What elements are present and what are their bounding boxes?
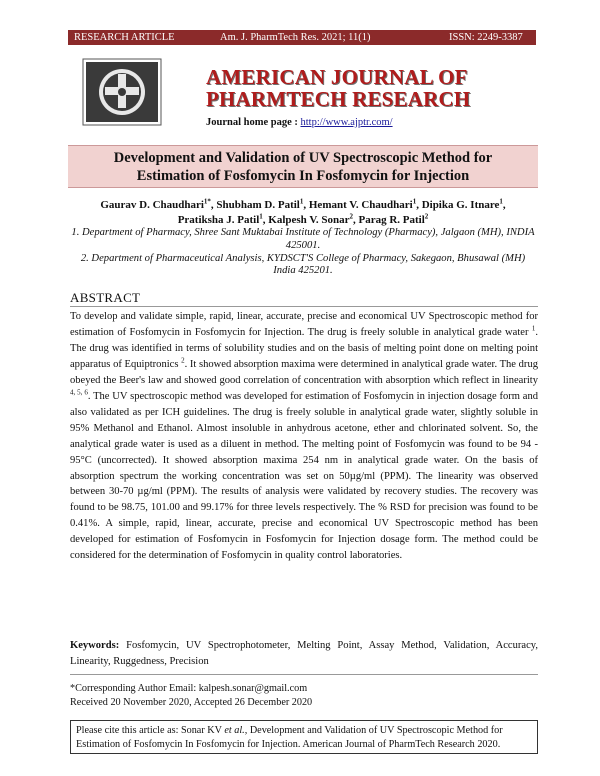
affiliations — [70, 227, 536, 278]
affiliation-2: 2. Department of Pharmaceutical Analysis, KYDSCT'S College of Pharmacy, Sakegaon, Bhusawal (MH) India 425201. — [80, 252, 526, 277]
paper-title — [68, 145, 538, 188]
keywords-list: Fosfomycin, UV Spectrophotometer, Melting Point, Assay Method, Validation, Accuracy, Linearity, Ruggedness, Precision — [70, 640, 538, 667]
abstract-heading: ABSTRACT — [70, 290, 141, 305]
journal-issn: ISSN: 2249-3387 — [449, 32, 523, 43]
citation-box: Please cite this article as: Sonar KV et al., Development and Validation of UV Spectroscopic Method for Estimation of Fosfomycin In Fosfomycin for Injection. American Journal of PharmTech Research 2020. — [70, 720, 538, 754]
author-line-2: Pratiksha J. Patil$^1$, Kalpesh V. Sonar$^2$, Parag R. Patil$^2$ — [177, 211, 429, 226]
journal-title — [206, 66, 506, 110]
journal-citation: Am. J. PharmTech Res. 2021; 11(1) — [220, 32, 371, 43]
journal-header-bar — [68, 30, 536, 45]
journal-title-line1: AMERICAN JOURNAL OF — [206, 65, 468, 89]
abstract-text: To develop and validate simple, rapid, linear, accurate, precise and economical UV Spectroscopic method for estimation of Fosfomycin in Fosfomycin for Injection. The drug is freely soluble in analytical grade water $^1$. The drug was identified in terms of solubility studies and on the basis of melting point done on melting point apparatus of Equiptronics $^2$. It showed absorption maxima were determined in analytical grade water. The drug obeyed the Beer's law and showed good correlation of concentration with absorption which reflect in linearity $^{4, 5, 6}$. The UV spectroscopic method was developed for estimation of Fosfomycin in injection dosage form and also validated as per ICH guidelines. The drug is freely soluble in analytical grade water, slightly soluble in 95% Methanol and Ethanol. Almost insoluble in anhydrous acetone, ether and chlorinated solvent. So, the analytical grade water is used as a diluent in method. The melting point of Fosfomycin was found to be 94 - 95°C (uncorrected). It showed absorption maxima 254 nm in analytical grade water. On the basis of absorption spectrum the working concentration was set on 50µg/ml (PPM). The linearity was observed between 30-70 µg/ml (PPM). The results of analysis were validated by recovery studies. The recovery was found to be 98.75, 101.00 and 99.17% for three levels respectively. The % RSD for precision was found to be 0.41%. A simple, rapid, linear, accurate, precise and economical UV Spectroscopic method has been developed for estimation of Fosfomycin in Fosfomycin for Injection dosage form. The method could be considered for the determination of Fosfomycin in quality control laboratories. — [70, 311, 538, 562]
article-type: RESEARCH ARTICLE — [74, 32, 175, 43]
author-line-1: Gaurav D. Chaudhari$^{1*}$, Shubham D. Patil$^1$, Hemant V. Chaudhari$^1$, Dipika G. Itnare$^1$, — [100, 197, 506, 211]
paper-title-line1: Development and Validation of UV Spectroscopic Method for — [113, 150, 493, 166]
affiliation-1: 1. Department of Pharmacy, Shree Sant Muktabai Institute of Technology (Pharmacy), Jalgaon (MH), INDIA 425001. — [71, 227, 535, 251]
paper-title-line2: Estimation of Fosfomycin In Fosfomycin for Injection — [136, 168, 470, 184]
received-accepted-dates: Received 20 November 2020, Accepted 26 December 2020 — [70, 696, 313, 708]
keywords-label: Keywords: — [70, 640, 120, 651]
keywords-divider — [70, 674, 538, 675]
corresponding-author: *Corresponding Author Email: kalpesh.sonar@gmail.com — [70, 683, 308, 694]
author-list — [70, 198, 536, 227]
homepage-label: Journal home page : — [206, 117, 298, 128]
journal-title-line2: PHARMTECH RESEARCH — [206, 87, 471, 111]
keywords — [70, 638, 538, 669]
footnote — [70, 682, 312, 709]
abstract-divider — [70, 306, 538, 307]
journal-homepage — [206, 117, 393, 128]
journal-logo-icon — [82, 58, 162, 126]
homepage-link[interactable]: http://www.ajptr.com/ — [300, 117, 393, 128]
